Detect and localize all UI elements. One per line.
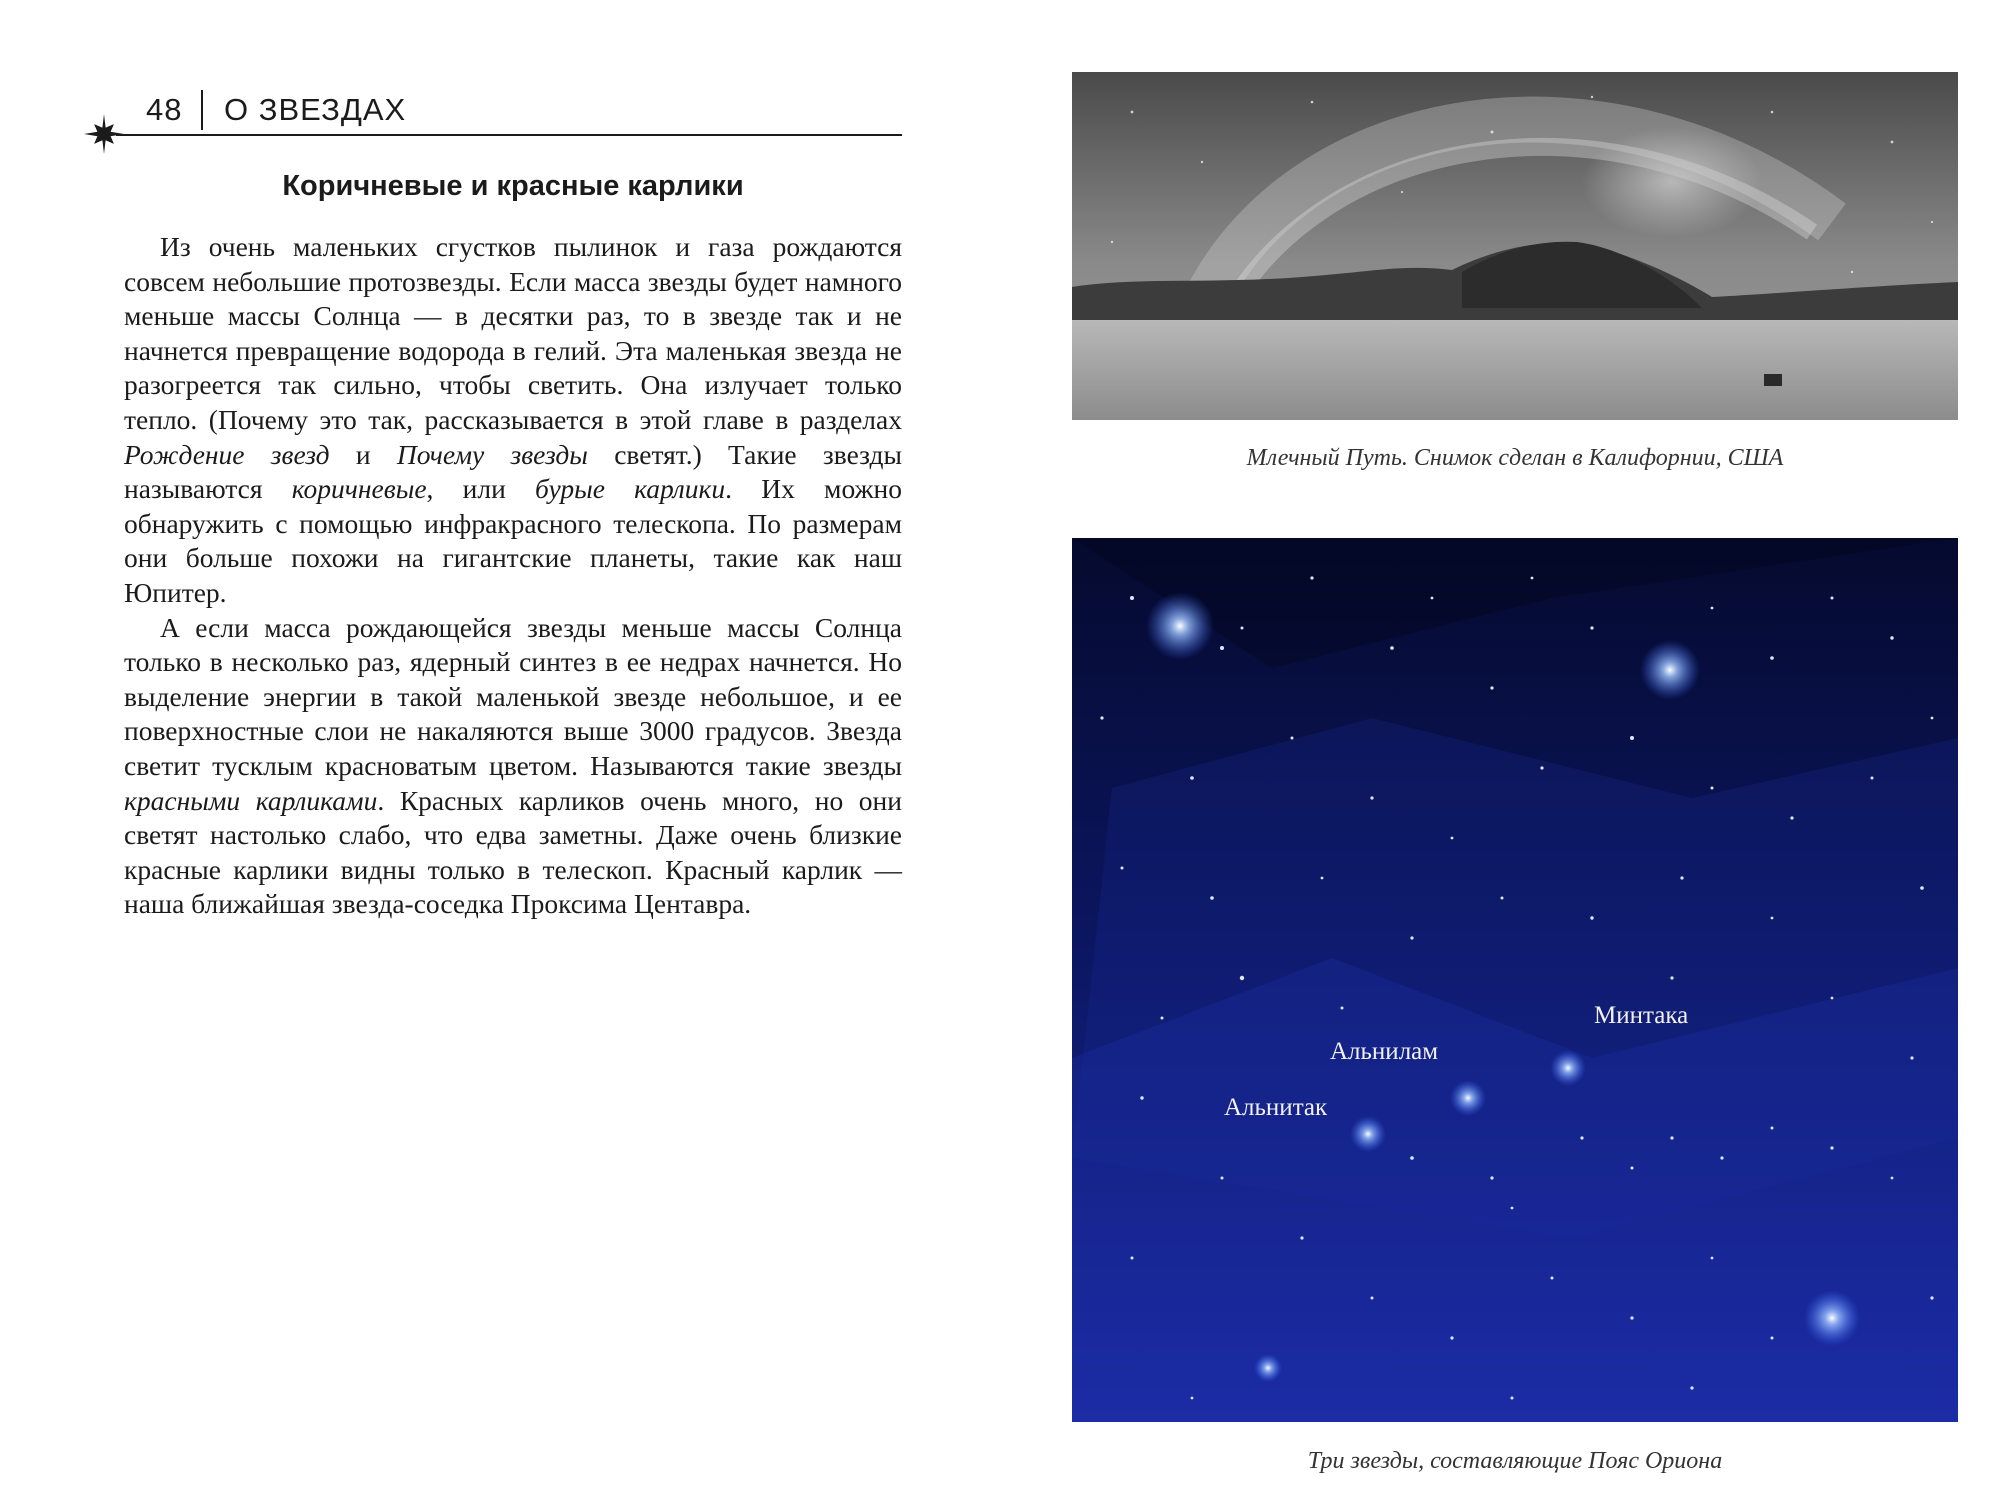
milky-way-photo xyxy=(1072,72,1958,420)
star-label-alnilam: Альнилам xyxy=(1330,1038,1439,1065)
paragraph: Из очень маленьких сгустков пылинок и газа рождаются совсем небольшие протозвезды. Если масса звезды будет намного меньше массы Солнца — в десятки раз, то в звезде так и не начнется превращение водорода в гелий. Эта маленькая звезда не разогреется так сильно, чтобы светить. Она излучает только тепло. (Почему это так, рассказывается в этой главе в разделах Рождение звезд и Почему звезды светят.) Такие звезды называются коричневые, или бурые карлики. Их можно обнаружить с помощью инфракрасного телескопа. По размерам они больше похожи на гигантские планеты, такие как наш Юпитер. xyxy=(124,231,902,608)
figure-caption: Три звезды, составляющие Пояс Ориона xyxy=(1307,1448,1723,1474)
section-heading: Коричневые и красные карлики xyxy=(282,170,744,202)
header-separator xyxy=(201,90,203,130)
body-text xyxy=(124,230,902,922)
star-label-mintaka: Минтака xyxy=(1594,1002,1689,1029)
chapter-title: О ЗВЕЗДАХ xyxy=(224,92,407,127)
chapter-reference: Почему звезды xyxy=(396,438,588,470)
chapter-reference: Рождение звезд xyxy=(124,438,330,470)
header-rule xyxy=(116,134,902,136)
paragraph: А если масса рождающейся звезды меньше массы Солнца только в несколько раз, ядерный синтез в ее недрах начнется. Но выделение энергии в такой маленькой звезде небольшое, и ее поверхностные слои не накаляются выше 3000 градусов. Звезда светит тусклым красноватым цветом. Называются такие звезды красными карликами. Красных карликов очень много, но они светят настолько слабо, что едва заметны. Даже очень близкие красные карлики видны только в телескоп. Красный карлик — наша ближайшая звезда-соседка Проксима Центавра. xyxy=(124,611,902,920)
page-number: 48 xyxy=(146,92,183,127)
star-label-alnitak: Альнитак xyxy=(1224,1094,1328,1121)
term: бурые карлики xyxy=(535,473,726,505)
term: коричневые xyxy=(291,473,427,505)
orion-belt-photo xyxy=(1072,538,1958,1422)
running-header xyxy=(116,90,902,140)
figure-caption: Млечный Путь. Снимок сделан в Калифорнии, США xyxy=(1246,445,1784,471)
term: красными карликами xyxy=(124,784,378,816)
